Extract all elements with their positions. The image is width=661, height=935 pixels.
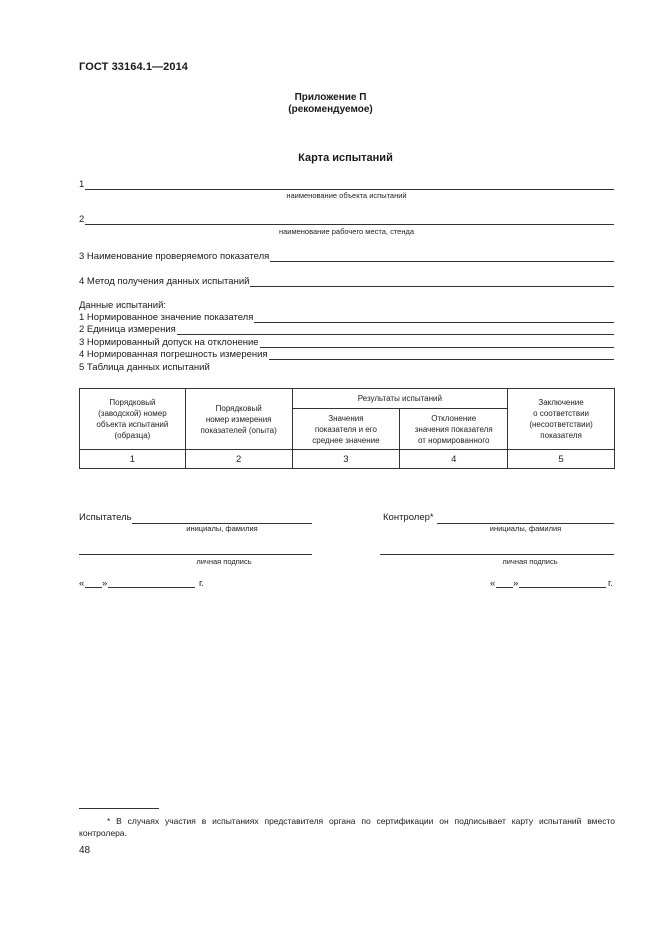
controller-signature-line <box>380 545 614 555</box>
tester-signature-line <box>79 545 312 555</box>
field-3-label: 3 Наименование проверяемого показателя <box>79 251 270 262</box>
test-data-item-label: 1 Нормированное значение показателя <box>79 312 254 323</box>
date-open-quote: « <box>79 578 85 589</box>
date-close-quote: » <box>513 578 519 589</box>
tester-date-field <box>79 578 84 589</box>
field-method <box>79 276 614 287</box>
column-number: 5 <box>508 450 615 469</box>
test-data-item <box>79 312 614 323</box>
column-header-values: Значения показателя и его среднее значение <box>292 409 400 450</box>
test-data-item-label: 4 Нормированная погрешность измерения <box>79 349 268 360</box>
controller-date-day-line <box>496 578 513 588</box>
column-header-sample-number: Порядковый (заводской) номер объекта испытаний (образца) <box>80 389 186 450</box>
card-title: Карта испытаний <box>298 152 393 164</box>
test-data-table <box>79 388 615 469</box>
footnote: * В случаях участия в испытаниях представителя органа по сертификации он подписывает карту испытаний вместо контролера. <box>79 816 615 838</box>
field-2-label: 2 <box>79 214 85 225</box>
field-1-line <box>85 180 614 190</box>
field-1-label: 1 <box>79 179 85 190</box>
test-data-item-label: 3 Нормированный допуск на отклонение <box>79 337 259 348</box>
tester-date-month-line <box>108 578 195 588</box>
column-number: 4 <box>400 450 508 469</box>
appendix-title: Приложение П <box>294 92 367 103</box>
controller-name-line <box>437 512 614 524</box>
year-suffix: г. <box>608 578 613 589</box>
column-header-conclusion: Заключение о соответствии (несоответствии) показателя <box>508 389 615 450</box>
year-suffix: г. <box>199 578 204 589</box>
field-2-caption: наименование рабочего места, стенда <box>278 227 415 236</box>
tester-label: Испытатель <box>79 512 132 523</box>
date-open-quote: « <box>490 578 496 589</box>
appendix-subtitle: (рекомендуемое) <box>288 104 373 115</box>
field-1-caption: наименование объекта испытаний <box>286 191 407 200</box>
column-header-deviation: Отклонение значения показателя от нормированного <box>400 409 508 450</box>
column-header-results: Результаты испытаний <box>292 389 508 409</box>
field-object-name <box>79 179 614 190</box>
test-data-item <box>79 349 614 360</box>
test-data-item <box>79 337 614 348</box>
field-4-line <box>250 277 614 287</box>
date-close-quote: » <box>102 578 108 589</box>
standard-designation: ГОСТ 33164.1—2014 <box>79 61 189 73</box>
test-data-item-label: 2 Единица измерения <box>79 324 176 335</box>
test-data-item-line <box>177 325 614 335</box>
controller-label: Контролер* <box>383 512 434 523</box>
column-number: 1 <box>80 450 186 469</box>
tester-date-day-line <box>85 578 102 588</box>
tester-signature-caption: личная подпись <box>196 557 252 566</box>
column-number: 2 <box>185 450 292 469</box>
field-workplace <box>79 214 614 225</box>
test-data-heading: Данные испытаний: <box>79 300 167 311</box>
controller-date-month-line <box>519 578 606 588</box>
test-data-item <box>79 324 614 335</box>
controller-initials-caption: инициалы, фамилия <box>489 524 562 533</box>
column-number: 3 <box>292 450 400 469</box>
footnote-separator <box>79 808 159 809</box>
tester-initials-caption: инициалы, фамилия <box>186 524 258 533</box>
field-3-line <box>270 252 614 262</box>
field-2-line <box>85 215 614 225</box>
tester-name-line <box>132 512 312 524</box>
test-data-item-table-label: 5 Таблица данных испытаний <box>79 362 210 373</box>
test-data-item-line <box>260 338 614 348</box>
test-data-item-line <box>254 313 614 323</box>
controller-signature-caption: личная подпись <box>502 557 558 566</box>
field-4-label: 4 Метод получения данных испытаний <box>79 276 250 287</box>
field-indicator <box>79 251 614 262</box>
column-header-measurement-number: Порядковый номер измерения показателей (опыта) <box>185 389 292 450</box>
test-data-item-line <box>269 350 614 360</box>
table-number-row <box>80 450 615 469</box>
controller-date-field <box>490 578 495 589</box>
page-number: 48 <box>79 845 91 856</box>
